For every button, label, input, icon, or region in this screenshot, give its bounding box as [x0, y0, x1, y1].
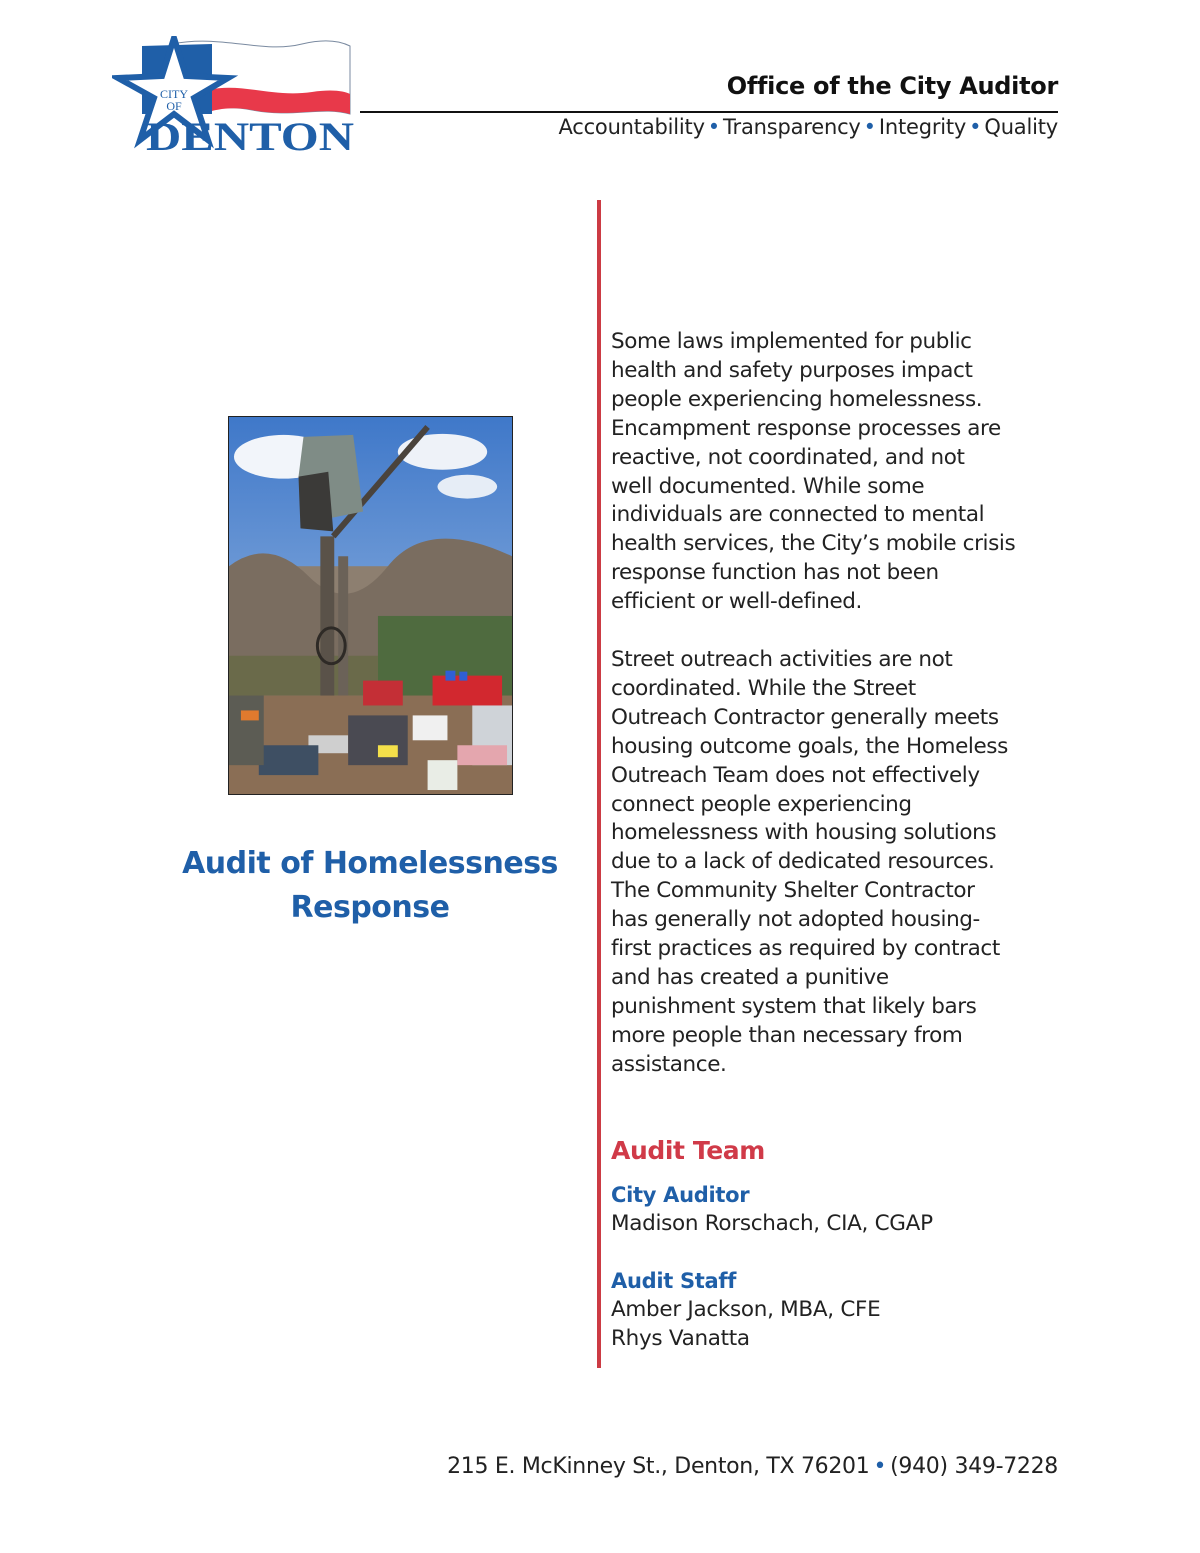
text-line: Outreach Team does not effectively	[611, 762, 980, 788]
text-line: homelessness with housing solutions	[611, 820, 997, 846]
text-line: health and safety purposes impact	[611, 357, 973, 383]
text-line: more people than necessary from	[611, 1022, 963, 1048]
text-line: health services, the City’s mobile crisis	[611, 531, 1016, 557]
bullet-separator: •	[873, 1454, 887, 1479]
svg-text:DENTON: DENTON	[146, 114, 355, 156]
text-line: well documented. While some	[611, 473, 925, 499]
office-title: Office of the City Auditor	[726, 72, 1058, 100]
footer-address: 215 E. McKinney St., Denton, TX 76201	[447, 1454, 870, 1479]
bullet-separator: •	[707, 115, 720, 139]
text-line: coordinated. While the Street	[611, 675, 916, 701]
text-line: response function has not been	[611, 560, 939, 586]
city-auditor-label: City Auditor	[611, 1183, 750, 1207]
team-member: Amber Jackson, MBA, CFE	[611, 1297, 881, 1322]
text-line: housing outcome goals, the Homeless	[611, 733, 1008, 759]
text-line: Street outreach activities are not	[611, 647, 953, 672]
svg-text:OF: OF	[166, 99, 182, 113]
text-line: punishment system that likely bars	[611, 993, 977, 1019]
header-divider	[360, 111, 1058, 113]
text-line: individuals are connected to mental	[611, 502, 985, 528]
footer-contact	[447, 1454, 1058, 1479]
team-member: Rhys Vanatta	[611, 1326, 750, 1351]
summary-paragraph-1	[611, 328, 1056, 617]
report-title-line: Audit of Homelessness	[182, 846, 558, 881]
tagline-value: Quality	[984, 115, 1058, 139]
summary-paragraph-2	[611, 646, 1056, 1080]
tagline-value: Transparency	[722, 115, 861, 139]
text-line: assistance.	[611, 1051, 727, 1077]
text-line: reactive, not coordinated, and not	[611, 444, 965, 470]
text-line: Encampment response processes are	[611, 415, 1001, 441]
text-line: people experiencing homelessness.	[611, 386, 983, 412]
vertical-red-divider	[597, 200, 601, 1368]
text-line: first practices as required by contract	[611, 936, 1000, 962]
text-line: efficient or well-defined.	[611, 589, 862, 615]
report-title-line: Response	[290, 890, 450, 925]
text-line: and has created a punitive	[611, 964, 889, 990]
audit-team-heading: Audit Team	[611, 1136, 765, 1165]
text-line: due to a lack of dedicated resources.	[611, 849, 995, 875]
text-line: Some laws implemented for public	[611, 329, 972, 354]
audit-staff-label: Audit Staff	[611, 1269, 737, 1293]
text-line: has generally not adopted housing-	[611, 907, 980, 933]
text-line: connect people experiencing	[611, 791, 912, 817]
city-of-denton-logo	[112, 36, 357, 156]
tagline-value: Integrity	[878, 115, 967, 139]
team-member: Madison Rorschach, CIA, CGAP	[611, 1211, 933, 1236]
tagline-value: Accountability	[558, 115, 705, 139]
tagline	[558, 115, 1058, 139]
bullet-separator: •	[863, 115, 876, 139]
text-line: Outreach Contractor generally meets	[611, 704, 999, 730]
text-line: The Community Shelter Contractor	[611, 878, 975, 904]
bullet-separator: •	[969, 115, 982, 139]
report-title	[160, 842, 580, 930]
cover-photo	[228, 416, 513, 795]
footer-phone: (940) 349-7228	[890, 1454, 1058, 1479]
svg-text:CITY: CITY	[160, 87, 188, 101]
